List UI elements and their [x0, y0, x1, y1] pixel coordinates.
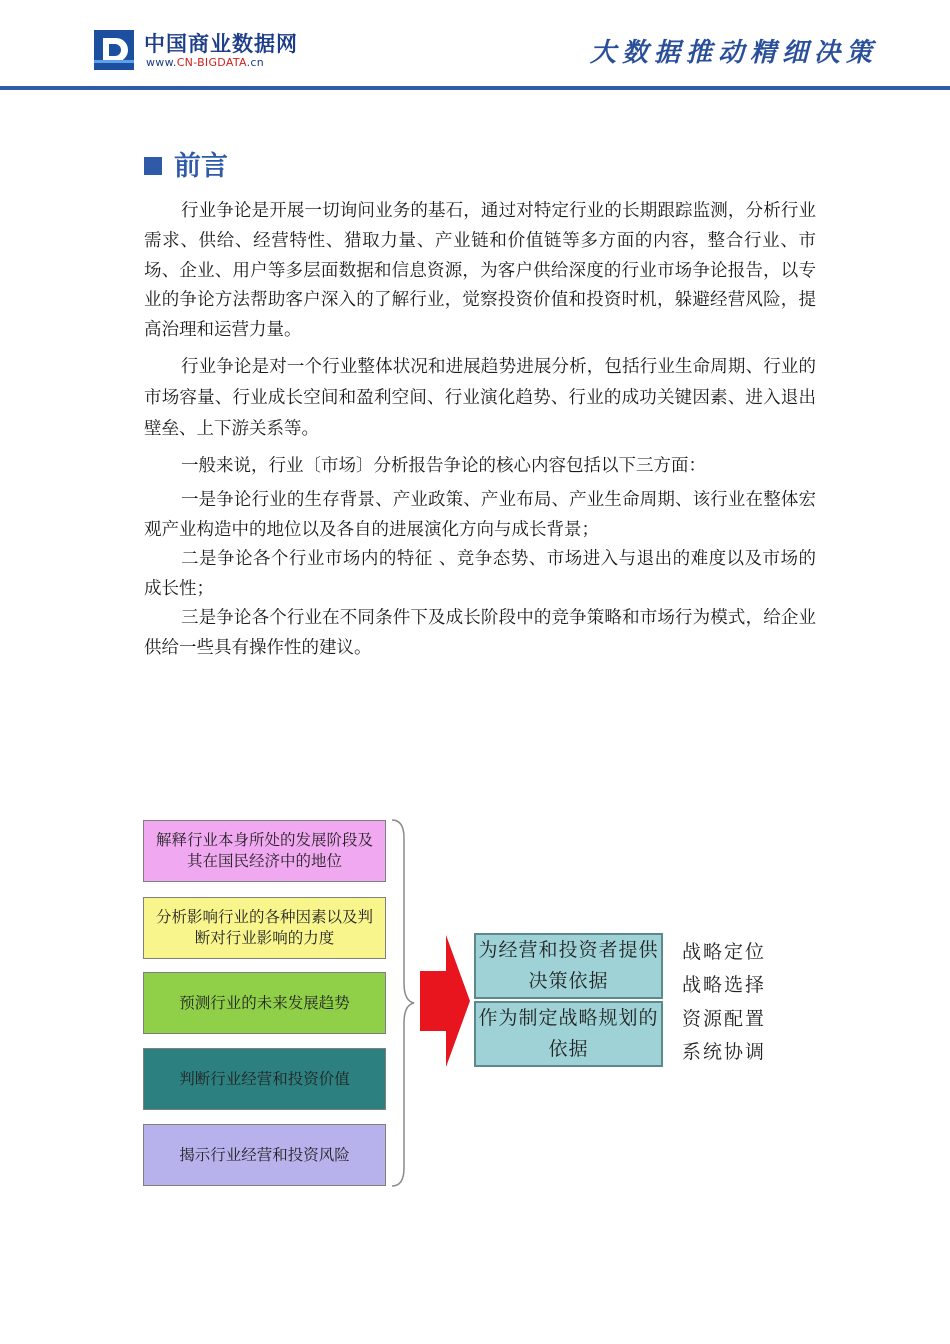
- header-slogan: 大数据推动精细决策: [589, 38, 878, 68]
- diagram-box-influencing-factors: 分析影响行业的各种因素以及判断对行业影响的力度: [143, 897, 386, 959]
- strategy-item-selection: 战略选择: [682, 974, 767, 996]
- diagram-box-future-trend: 预测行业的未来发展趋势: [143, 972, 386, 1034]
- curly-brace-icon: [390, 818, 416, 1188]
- strategy-item-coordination: 系统协调: [682, 1041, 767, 1063]
- right-arrow-icon: [420, 935, 470, 1067]
- paragraph-5: 二是争论各个行业市场内的特征 、竞争态势、市场进入与退出的难度以及市场的成长性；: [144, 549, 816, 599]
- diagram-box-investment-risk: 揭示行业经营和投资风险: [143, 1124, 386, 1186]
- paragraph-6: 三是争论各个行业在不同条件下及成长阶段中的竞争策略和市场行为模式，给企业供给一些具有操作性的建议。: [144, 608, 816, 658]
- strategy-item-positioning: 战略定位: [682, 941, 767, 963]
- paragraph-2: 行业争论是对一个行业整体状况和进展趋势进展分析，包括行业生命周期、行业的市场容量、行业成长空间和盈利空间、行业演化趋势、行业的成功关键因素、进入退出壁垒、上下游关系等。: [144, 357, 816, 439]
- section-title: 前言: [174, 151, 228, 182]
- paragraph-3: 一般来说，行业〔市场〕分析报告争论的核心内容包括以下三方面：: [181, 456, 706, 476]
- diagram-box-investment-value: 判断行业经营和投资价值: [143, 1048, 386, 1110]
- logo-icon: [94, 30, 134, 70]
- logo-url: www.CN-BIGDATA.cn: [146, 56, 265, 69]
- header-divider: [0, 86, 950, 90]
- diagram-box-development-stage: 解释行业本身所处的发展阶段及其在国民经济中的地位: [143, 820, 386, 882]
- square-bullet-icon: [144, 157, 162, 175]
- diagram-box-decision-basis: 为经营和投资者提供决策依据: [474, 933, 663, 999]
- strategy-item-resources: 资源配置: [682, 1008, 767, 1030]
- diagram-box-strategy-basis: 作为制定战略规划的依据: [474, 1001, 663, 1067]
- page-header: [0, 0, 950, 92]
- paragraph-4: 一是争论行业的生存背景、产业政策、产业布局、产业生命周期、该行业在整体宏观产业构造中的地位以及各自的进展演化方向与成长背景；: [144, 490, 816, 540]
- logo-text: 中国商业数据网: [144, 32, 298, 56]
- paragraph-1: 行业争论是开展一切询问业务的基石，通过对特定行业的长期跟踪监测，分析行业需求、供给、经营特性、猎取力量、产业链和价值链等多方面的内容，整合行业、市场、企业、用户等多层面数据和信息资源，为客户供给深度的行业市场争论报告，以专业的争论方法帮助客户深入的了解行业，觉察投资价值和投资时机，躲避经营风险，提高治理和运营力量。: [144, 201, 816, 341]
